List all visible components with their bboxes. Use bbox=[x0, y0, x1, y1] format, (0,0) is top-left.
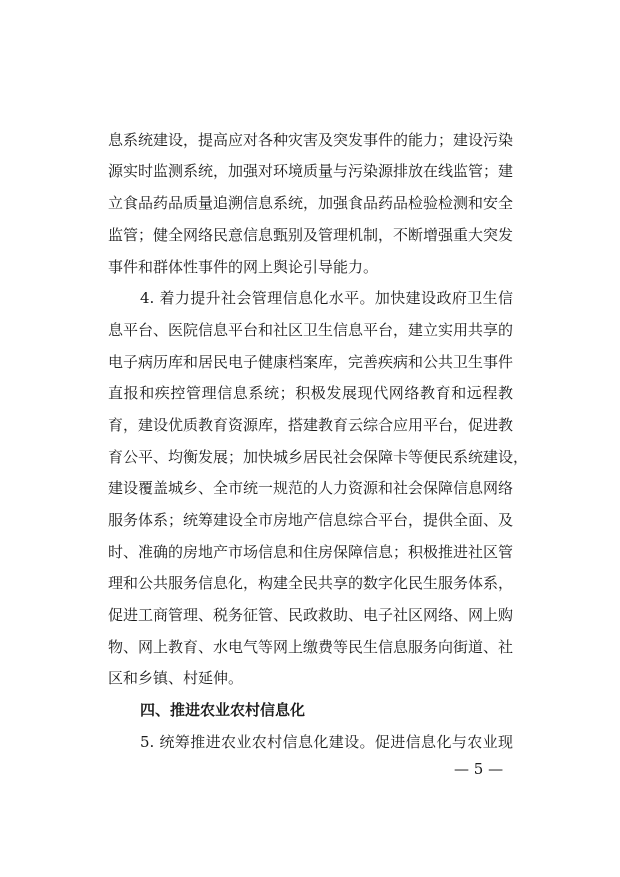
text-line: 促进工商管理、税务征管、民政救助、电子社区网络、网上购 bbox=[108, 606, 514, 624]
text-line: 5. 统筹推进农业农村信息化建设。促进信息化与农业现 bbox=[140, 733, 513, 751]
text-line: 育公平、均衡发展；加快城乡居民社会保障卡等便民系统建设， bbox=[108, 448, 529, 466]
section-heading: 四、推进农业农村信息化 bbox=[140, 701, 306, 719]
text-line: 理和公共服务信息化，构建全民共享的数字化民生服务体系， bbox=[108, 574, 514, 592]
text-line: 直报和疾控管理信息系统；积极发展现代网络教育和远程教 bbox=[108, 384, 513, 402]
text-line: 区和乡镇、村延伸。 bbox=[108, 669, 244, 687]
text-line: 建设覆盖城乡、全市统一规范的人力资源和社会保障信息网络 bbox=[108, 479, 514, 497]
text-line: 监管；健全网络民意信息甄别及管理机制，不断增强重大突发 bbox=[108, 226, 514, 244]
text-line: 电子病历库和居民电子健康档案库，完善疾病和公共卫生事件 bbox=[108, 353, 514, 371]
text-line: 育，建设优质教育资源库，搭建教育云综合应用平台，促进教 bbox=[108, 416, 514, 434]
text-line: 4. 着力提升社会管理信息化水平。加快建设政府卫生信 bbox=[140, 289, 513, 307]
text-line: 息系统建设，提高应对各种灾害及突发事件的能力；建设污染 bbox=[108, 131, 514, 149]
text-line: 源实时监测系统，加强对环境质量与污染源排放在线监管；建 bbox=[108, 162, 514, 180]
text-line: 物、网上教育、水电气等网上缴费等民生信息服务向街道、社 bbox=[108, 638, 514, 656]
text-line: 时、准确的房地产市场信息和住房保障信息；积极推进社区管 bbox=[108, 543, 514, 561]
page-number: — 5 — bbox=[454, 760, 504, 778]
text-line: 息平台、医院信息平台和社区卫生信息平台，建立实用共享的 bbox=[108, 321, 514, 339]
text-line: 立食品药品质量追溯信息系统，加强食品药品检验检测和安全 bbox=[108, 194, 514, 212]
text-line: 服务体系；统筹建设全市房地产信息综合平台，提供全面、及 bbox=[108, 511, 514, 529]
text-line: 事件和群体性事件的网上舆论引导能力。 bbox=[108, 258, 379, 276]
